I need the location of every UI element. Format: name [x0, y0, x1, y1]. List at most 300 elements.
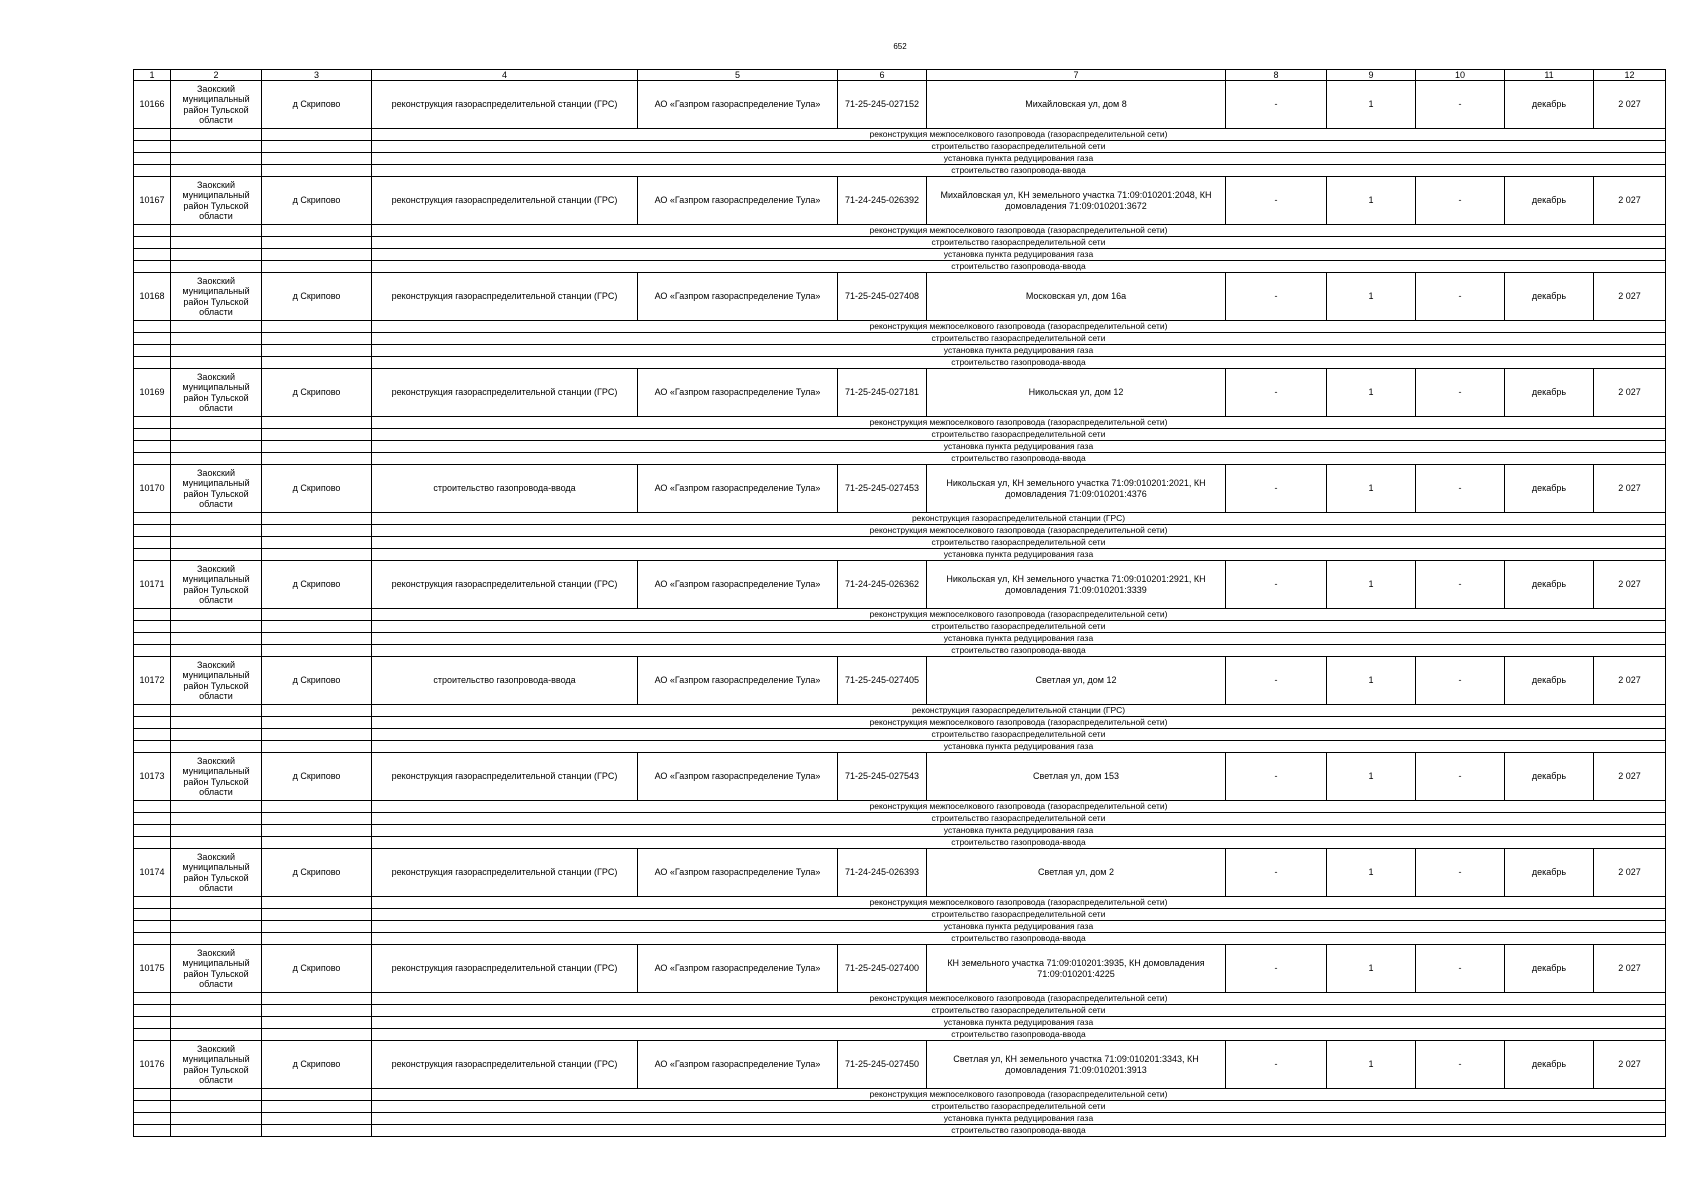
empty-cell: [262, 129, 372, 141]
address-cell: КН земельного участка 71:09:010201:3935, КН домовладения 71:09:010201:4225: [927, 945, 1226, 993]
month-cell: декабрь: [1505, 561, 1594, 609]
empty-cell: [134, 537, 171, 549]
col10-cell: -: [1416, 1041, 1505, 1089]
empty-cell: [262, 321, 372, 333]
sub-work-cell: установка пункта редуцирования газа: [372, 741, 1666, 753]
object-code-cell: 71-25-245-027181: [838, 369, 927, 417]
sub-row: [134, 417, 1666, 429]
empty-cell: [134, 357, 171, 369]
empty-cell: [134, 249, 171, 261]
sub-row: [134, 249, 1666, 261]
empty-cell: [134, 717, 171, 729]
sub-row: [134, 897, 1666, 909]
work-type-cell: реконструкция газораспределительной станции (ГРС): [372, 273, 638, 321]
empty-cell: [134, 333, 171, 345]
col-header: 1: [134, 70, 171, 81]
col10-cell: -: [1416, 945, 1505, 993]
sub-row: [134, 1029, 1666, 1041]
sub-work-cell: установка пункта редуцирования газа: [372, 921, 1666, 933]
sub-work-cell: реконструкция межпоселкового газопровода (газораспределительной сети): [372, 417, 1666, 429]
empty-cell: [171, 441, 262, 453]
record-number: 10173: [134, 753, 171, 801]
sub-row: [134, 609, 1666, 621]
work-type-cell: реконструкция газораспределительной станции (ГРС): [372, 369, 638, 417]
year-cell: 2 027: [1594, 465, 1666, 513]
empty-cell: [171, 621, 262, 633]
sub-row: [134, 813, 1666, 825]
year-cell: 2 027: [1594, 561, 1666, 609]
sub-work-cell: строительство газораспределительной сети: [372, 621, 1666, 633]
address-cell: Никольская ул, КН земельного участка 71:09:010201:2921, КН домовладения 71:09:010201:3339: [927, 561, 1226, 609]
object-code-cell: 71-25-245-027543: [838, 753, 927, 801]
month-cell: декабрь: [1505, 81, 1594, 129]
empty-cell: [171, 237, 262, 249]
empty-cell: [171, 609, 262, 621]
month-cell: декабрь: [1505, 369, 1594, 417]
sub-row: [134, 357, 1666, 369]
sub-work-cell: строительство газопровода-ввода: [372, 837, 1666, 849]
empty-cell: [262, 225, 372, 237]
empty-cell: [171, 1125, 262, 1137]
empty-cell: [134, 705, 171, 717]
sub-work-cell: установка пункта редуцирования газа: [372, 549, 1666, 561]
record-number: 10167: [134, 177, 171, 225]
empty-cell: [134, 1017, 171, 1029]
sub-row: [134, 933, 1666, 945]
col9-cell: 1: [1327, 1041, 1416, 1089]
col-header: 12: [1594, 70, 1666, 81]
empty-cell: [134, 825, 171, 837]
year-cell: 2 027: [1594, 177, 1666, 225]
address-cell: Светлая ул, дом 2: [927, 849, 1226, 897]
empty-cell: [262, 897, 372, 909]
empty-cell: [262, 549, 372, 561]
sub-work-cell: реконструкция межпоселкового газопровода (газораспределительной сети): [372, 321, 1666, 333]
empty-cell: [262, 345, 372, 357]
empty-cell: [171, 645, 262, 657]
sub-row: [134, 717, 1666, 729]
sub-row: [134, 837, 1666, 849]
organization-cell: АО «Газпром газораспределение Тула»: [638, 273, 838, 321]
empty-cell: [262, 1101, 372, 1113]
empty-cell: [171, 141, 262, 153]
sub-row: [134, 645, 1666, 657]
sub-row: [134, 537, 1666, 549]
sub-row: [134, 1113, 1666, 1125]
organization-cell: АО «Газпром газораспределение Тула»: [638, 561, 838, 609]
district-cell: Заокский муниципальный район Тульской области: [171, 945, 262, 993]
col-header: 11: [1505, 70, 1594, 81]
sub-work-cell: строительство газораспределительной сети: [372, 333, 1666, 345]
sub-row: [134, 333, 1666, 345]
empty-cell: [171, 633, 262, 645]
empty-cell: [262, 141, 372, 153]
empty-cell: [262, 1029, 372, 1041]
organization-cell: АО «Газпром газораспределение Тула»: [638, 945, 838, 993]
empty-cell: [134, 993, 171, 1005]
sub-row: [134, 513, 1666, 525]
sub-row: [134, 165, 1666, 177]
empty-cell: [171, 345, 262, 357]
address-cell: Михайловская ул, КН земельного участка 71:09:010201:2048, КН домовладения 71:09:010201:3672: [927, 177, 1226, 225]
sub-row: [134, 141, 1666, 153]
empty-cell: [171, 357, 262, 369]
empty-cell: [134, 141, 171, 153]
year-cell: 2 027: [1594, 657, 1666, 705]
empty-cell: [134, 129, 171, 141]
record-number: 10176: [134, 1041, 171, 1089]
address-cell: Михайловская ул, дом 8: [927, 81, 1226, 129]
col8-cell: -: [1226, 945, 1327, 993]
sub-work-cell: реконструкция газораспределительной станции (ГРС): [372, 705, 1666, 717]
sub-work-cell: строительство газопровода-ввода: [372, 933, 1666, 945]
empty-cell: [171, 705, 262, 717]
sub-row: [134, 453, 1666, 465]
record-number: 10169: [134, 369, 171, 417]
sub-work-cell: строительство газопровода-ввода: [372, 1125, 1666, 1137]
empty-cell: [134, 237, 171, 249]
district-cell: Заокский муниципальный район Тульской области: [171, 561, 262, 609]
empty-cell: [171, 741, 262, 753]
organization-cell: АО «Газпром газораспределение Тула»: [638, 369, 838, 417]
empty-cell: [134, 1089, 171, 1101]
settlement-cell: д Скрипово: [262, 657, 372, 705]
work-type-cell: реконструкция газораспределительной станции (ГРС): [372, 177, 638, 225]
empty-cell: [134, 165, 171, 177]
sub-row: [134, 429, 1666, 441]
table-row: [134, 465, 1666, 513]
table-row: [134, 849, 1666, 897]
col-header: 8: [1226, 70, 1327, 81]
empty-cell: [262, 441, 372, 453]
work-type-cell: реконструкция газораспределительной станции (ГРС): [372, 753, 638, 801]
empty-cell: [171, 1005, 262, 1017]
work-type-cell: реконструкция газораспределительной станции (ГРС): [372, 561, 638, 609]
sub-work-cell: строительство газопровода-ввода: [372, 261, 1666, 273]
district-cell: Заокский муниципальный район Тульской области: [171, 657, 262, 705]
record-number: 10168: [134, 273, 171, 321]
sub-row: [134, 321, 1666, 333]
year-cell: 2 027: [1594, 753, 1666, 801]
empty-cell: [262, 813, 372, 825]
sub-row: [134, 921, 1666, 933]
sub-work-cell: реконструкция межпоселкового газопровода (газораспределительной сети): [372, 609, 1666, 621]
sub-work-cell: строительство газораспределительной сети: [372, 429, 1666, 441]
empty-cell: [262, 165, 372, 177]
sub-work-cell: строительство газораспределительной сети: [372, 909, 1666, 921]
empty-cell: [171, 993, 262, 1005]
empty-cell: [134, 1101, 171, 1113]
empty-cell: [171, 333, 262, 345]
col-header: 7: [927, 70, 1226, 81]
empty-cell: [134, 261, 171, 273]
sub-row: [134, 525, 1666, 537]
settlement-cell: д Скрипово: [262, 561, 372, 609]
object-code-cell: 71-25-245-027400: [838, 945, 927, 993]
empty-cell: [262, 933, 372, 945]
settlement-cell: д Скрипово: [262, 945, 372, 993]
address-cell: Никольская ул, дом 12: [927, 369, 1226, 417]
empty-cell: [134, 909, 171, 921]
empty-cell: [262, 1125, 372, 1137]
empty-cell: [262, 645, 372, 657]
settlement-cell: д Скрипово: [262, 177, 372, 225]
organization-cell: АО «Газпром газораспределение Тула»: [638, 1041, 838, 1089]
col8-cell: -: [1226, 561, 1327, 609]
sub-row: [134, 1125, 1666, 1137]
table-row: [134, 273, 1666, 321]
object-code-cell: 71-25-245-027152: [838, 81, 927, 129]
empty-cell: [171, 165, 262, 177]
col-header: 6: [838, 70, 927, 81]
empty-cell: [262, 249, 372, 261]
district-cell: Заокский муниципальный район Тульской области: [171, 273, 262, 321]
empty-cell: [134, 801, 171, 813]
register-body: [134, 70, 1666, 1137]
empty-cell: [262, 993, 372, 1005]
col9-cell: 1: [1327, 849, 1416, 897]
empty-cell: [134, 225, 171, 237]
empty-cell: [262, 417, 372, 429]
empty-cell: [262, 717, 372, 729]
col9-cell: 1: [1327, 273, 1416, 321]
sub-work-cell: строительство газораспределительной сети: [372, 141, 1666, 153]
sub-work-cell: установка пункта редуцирования газа: [372, 825, 1666, 837]
col8-cell: -: [1226, 849, 1327, 897]
object-code-cell: 71-24-245-026392: [838, 177, 927, 225]
col-header: 2: [171, 70, 262, 81]
record-number: 10175: [134, 945, 171, 993]
col10-cell: -: [1416, 369, 1505, 417]
empty-cell: [134, 1113, 171, 1125]
sub-work-cell: реконструкция межпоселкового газопровода (газораспределительной сети): [372, 897, 1666, 909]
address-cell: Московская ул, дом 16а: [927, 273, 1226, 321]
sub-work-cell: установка пункта редуцирования газа: [372, 249, 1666, 261]
month-cell: декабрь: [1505, 273, 1594, 321]
empty-cell: [171, 729, 262, 741]
settlement-cell: д Скрипово: [262, 753, 372, 801]
year-cell: 2 027: [1594, 849, 1666, 897]
empty-cell: [134, 417, 171, 429]
record-number: 10166: [134, 81, 171, 129]
sub-row: [134, 1089, 1666, 1101]
address-cell: Никольская ул, КН земельного участка 71:09:010201:2021, КН домовладения 71:09:010201:4376: [927, 465, 1226, 513]
col-header: 4: [372, 70, 638, 81]
empty-cell: [171, 153, 262, 165]
empty-cell: [134, 897, 171, 909]
empty-cell: [171, 1113, 262, 1125]
sub-work-cell: строительство газораспределительной сети: [372, 813, 1666, 825]
sub-work-cell: установка пункта редуцирования газа: [372, 441, 1666, 453]
record-number: 10171: [134, 561, 171, 609]
col10-cell: -: [1416, 657, 1505, 705]
sub-row: [134, 621, 1666, 633]
empty-cell: [134, 441, 171, 453]
col-header: 10: [1416, 70, 1505, 81]
col8-cell: -: [1226, 369, 1327, 417]
sub-row: [134, 633, 1666, 645]
sub-row: [134, 225, 1666, 237]
object-code-cell: 71-24-245-026393: [838, 849, 927, 897]
record-number: 10172: [134, 657, 171, 705]
sub-work-cell: реконструкция межпоселкового газопровода (газораспределительной сети): [372, 717, 1666, 729]
sub-work-cell: строительство газораспределительной сети: [372, 1005, 1666, 1017]
col9-cell: 1: [1327, 561, 1416, 609]
col-header: 5: [638, 70, 838, 81]
sub-work-cell: строительство газопровода-ввода: [372, 165, 1666, 177]
object-code-cell: 71-25-245-027453: [838, 465, 927, 513]
empty-cell: [171, 837, 262, 849]
empty-cell: [262, 525, 372, 537]
col10-cell: -: [1416, 273, 1505, 321]
empty-cell: [134, 549, 171, 561]
organization-cell: АО «Газпром газораспределение Тула»: [638, 465, 838, 513]
sub-work-cell: строительство газораспределительной сети: [372, 1101, 1666, 1113]
table-row: [134, 657, 1666, 705]
empty-cell: [262, 633, 372, 645]
sub-work-cell: установка пункта редуцирования газа: [372, 1017, 1666, 1029]
empty-cell: [171, 249, 262, 261]
empty-cell: [262, 453, 372, 465]
empty-cell: [262, 357, 372, 369]
empty-cell: [171, 813, 262, 825]
col10-cell: -: [1416, 753, 1505, 801]
organization-cell: АО «Газпром газораспределение Тула»: [638, 177, 838, 225]
sub-row: [134, 345, 1666, 357]
empty-cell: [171, 429, 262, 441]
organization-cell: АО «Газпром газораспределение Тула»: [638, 849, 838, 897]
sub-work-cell: строительство газопровода-ввода: [372, 357, 1666, 369]
empty-cell: [171, 933, 262, 945]
year-cell: 2 027: [1594, 273, 1666, 321]
page-number: 652: [893, 42, 907, 51]
empty-cell: [262, 609, 372, 621]
empty-cell: [262, 513, 372, 525]
settlement-cell: д Скрипово: [262, 465, 372, 513]
sub-work-cell: строительство газораспределительной сети: [372, 729, 1666, 741]
col9-cell: 1: [1327, 177, 1416, 225]
month-cell: декабрь: [1505, 1041, 1594, 1089]
col9-cell: 1: [1327, 753, 1416, 801]
sub-row: [134, 261, 1666, 273]
empty-cell: [134, 1125, 171, 1137]
empty-cell: [171, 1101, 262, 1113]
empty-cell: [171, 909, 262, 921]
empty-cell: [171, 525, 262, 537]
month-cell: декабрь: [1505, 657, 1594, 705]
empty-cell: [171, 321, 262, 333]
sub-work-cell: строительство газораспределительной сети: [372, 537, 1666, 549]
empty-cell: [134, 741, 171, 753]
empty-cell: [134, 429, 171, 441]
col8-cell: -: [1226, 465, 1327, 513]
table-row: [134, 81, 1666, 129]
col10-cell: -: [1416, 561, 1505, 609]
empty-cell: [134, 633, 171, 645]
empty-cell: [171, 717, 262, 729]
empty-cell: [134, 525, 171, 537]
sub-row: [134, 801, 1666, 813]
col10-cell: -: [1416, 849, 1505, 897]
col9-cell: 1: [1327, 81, 1416, 129]
work-type-cell: строительство газопровода-ввода: [372, 465, 638, 513]
object-code-cell: 71-24-245-026362: [838, 561, 927, 609]
sub-row: [134, 909, 1666, 921]
settlement-cell: д Скрипово: [262, 81, 372, 129]
col8-cell: -: [1226, 657, 1327, 705]
col10-cell: -: [1416, 465, 1505, 513]
empty-cell: [134, 513, 171, 525]
empty-cell: [171, 549, 262, 561]
empty-cell: [262, 621, 372, 633]
sub-row: [134, 729, 1666, 741]
sub-work-cell: строительство газораспределительной сети: [372, 237, 1666, 249]
sub-work-cell: реконструкция газораспределительной станции (ГРС): [372, 513, 1666, 525]
table-row: [134, 369, 1666, 417]
empty-cell: [262, 729, 372, 741]
header-row: [134, 70, 1666, 81]
sub-work-cell: строительство газопровода-ввода: [372, 453, 1666, 465]
register-table: [133, 69, 1666, 1137]
work-type-cell: строительство газопровода-ввода: [372, 657, 638, 705]
table-row: [134, 1041, 1666, 1089]
sub-row: [134, 1005, 1666, 1017]
district-cell: Заокский муниципальный район Тульской области: [171, 81, 262, 129]
sub-row: [134, 825, 1666, 837]
sub-row: [134, 129, 1666, 141]
col8-cell: -: [1226, 1041, 1327, 1089]
col8-cell: -: [1226, 81, 1327, 129]
col9-cell: 1: [1327, 369, 1416, 417]
empty-cell: [134, 837, 171, 849]
sub-row: [134, 705, 1666, 717]
empty-cell: [171, 453, 262, 465]
col9-cell: 1: [1327, 657, 1416, 705]
empty-cell: [134, 609, 171, 621]
empty-cell: [262, 261, 372, 273]
object-code-cell: 71-25-245-027405: [838, 657, 927, 705]
year-cell: 2 027: [1594, 81, 1666, 129]
empty-cell: [262, 1113, 372, 1125]
col-header: 9: [1327, 70, 1416, 81]
sub-work-cell: реконструкция межпоселкового газопровода (газораспределительной сети): [372, 801, 1666, 813]
sub-work-cell: установка пункта редуцирования газа: [372, 633, 1666, 645]
year-cell: 2 027: [1594, 369, 1666, 417]
empty-cell: [262, 741, 372, 753]
col8-cell: -: [1226, 273, 1327, 321]
record-number: 10170: [134, 465, 171, 513]
sub-row: [134, 441, 1666, 453]
work-type-cell: реконструкция газораспределительной станции (ГРС): [372, 945, 638, 993]
empty-cell: [171, 225, 262, 237]
settlement-cell: д Скрипово: [262, 1041, 372, 1089]
empty-cell: [262, 1017, 372, 1029]
address-cell: Светлая ул, дом 12: [927, 657, 1226, 705]
district-cell: Заокский муниципальный район Тульской области: [171, 1041, 262, 1089]
empty-cell: [262, 237, 372, 249]
empty-cell: [171, 261, 262, 273]
col8-cell: -: [1226, 753, 1327, 801]
sub-row: [134, 741, 1666, 753]
empty-cell: [134, 729, 171, 741]
address-cell: Светлая ул, дом 153: [927, 753, 1226, 801]
empty-cell: [134, 921, 171, 933]
empty-cell: [262, 537, 372, 549]
sub-row: [134, 153, 1666, 165]
table-row: [134, 177, 1666, 225]
empty-cell: [134, 153, 171, 165]
table-row: [134, 753, 1666, 801]
